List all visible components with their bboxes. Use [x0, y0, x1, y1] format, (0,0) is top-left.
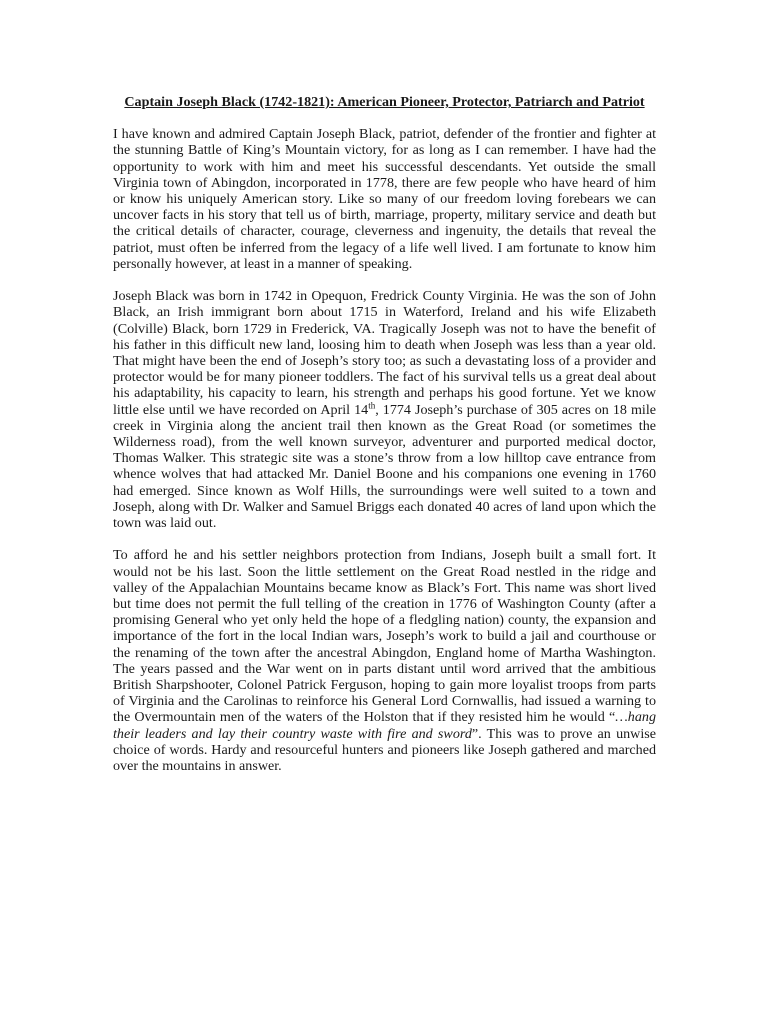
document-title: Captain Joseph Black (1742-1821): American Pioneer, Protector, Patriarch and Patriot — [124, 94, 645, 110]
paragraph-1-text: I have known and admired Captain Joseph Black, patriot, defender of the frontier and fighter at the stunning Battle of King’s Mountain victory, for as long as I can remember. I have had the opportunity to work with him and meet his successful descendants. Yet outside the small Virginia town of Abingdon, incorporated in 1778, there are few people who have heard of him or know his uniquely American story. Like so many of our freedom loving forebears we can uncover facts in his story that tell us of birth, marriage, property, military service and death but the critical details of character, courage, cleverness and ingenuity, the details that reveal the patriot, must often be inferred from the legacy of a life well lived. I am fortunate to know him personally however, at least in a manner of speaking. — [113, 126, 656, 272]
paragraph-2-text-b: , 1774 Joseph’s purchase of 305 acres on 18 mile creek in Virginia along the ancient trail then known as the Great Road (or sometimes the Wilderness road), from the well known surveyor, adventurer and purported medical doctor, Thomas Walker. This strategic site was a stone’s throw from a low hilltop cave entrance from whence wolves that had attacked Mr. Daniel Boone and his companions one evening in 1760 had emerged. Since known as Wolf Hills, the surroundings were well suited to a town and Joseph, along with Dr. Walker and Samuel Briggs each donated 40 acres of land upon which the town was laid out. — [113, 401, 657, 532]
ordinal-superscript: th — [368, 399, 376, 410]
document-page — [113, 94, 656, 774]
paragraph-3 — [113, 547, 656, 774]
paragraph-3-text-b: ”. This was to prove an unwise choice of words. Hardy and resourceful hunters and pioneers like Joseph gathered and marched over the mountains in answer. — [113, 725, 657, 775]
paragraph-1 — [113, 126, 656, 272]
paragraph-2 — [113, 288, 656, 531]
paragraph-3-text-a: To afford he and his settler neighbors protection from Indians, Joseph built a small fort. It would not be his last. Soon the little settlement on the Great Road nestled in the ridge and valley of the Appalachian Mountains became know as Black’s Fort. This name was short lived but time does not permit the full telling of the creation in 1776 of Washington County (after a promising General who yet only held the hope of a fledgling nation) county, the expansion and importance of the fort in the local Indian wars, Joseph’s work to build a jail and courthouse or the renaming of the town after the ancestral Abingdon, England home of Martha Washington. The years passed and the War went on in parts distant until word arrived that the ambitious British Sharpshooter, Colonel Patrick Ferguson, hoping to gain more loyalist troops from parts of Virginia and the Carolinas to reinforce his General Lord Cornwallis, had issued a warning to the Overmountain men of the waters of the Holston that if they resisted him he would “ — [113, 547, 656, 726]
ferguson-quote: …hang their leaders and lay their country waste with fire and sword — [113, 709, 656, 742]
paragraph-2-text-a: Joseph Black was born in 1742 in Opequon, Fredrick County Virginia. He was the son of John Black, an Irish immigrant born about 1715 in Waterford, Ireland and his wife Elizabeth (Colville) Black, born 1729 in Frederick, VA. Tragically Joseph was not to have the benefit of his father in this difficult new land, loosing him to death when Joseph was less than a year old. That might have been the end of Joseph’s story too; as such a devastating loss of a provider and protector would be for many pioneer toddlers. The fact of his survival tells us a great deal about his adaptability, his capacity to learn, his strength and perhaps his good fortune. Yet we know little else until we have recorded on April 14 — [113, 288, 656, 418]
